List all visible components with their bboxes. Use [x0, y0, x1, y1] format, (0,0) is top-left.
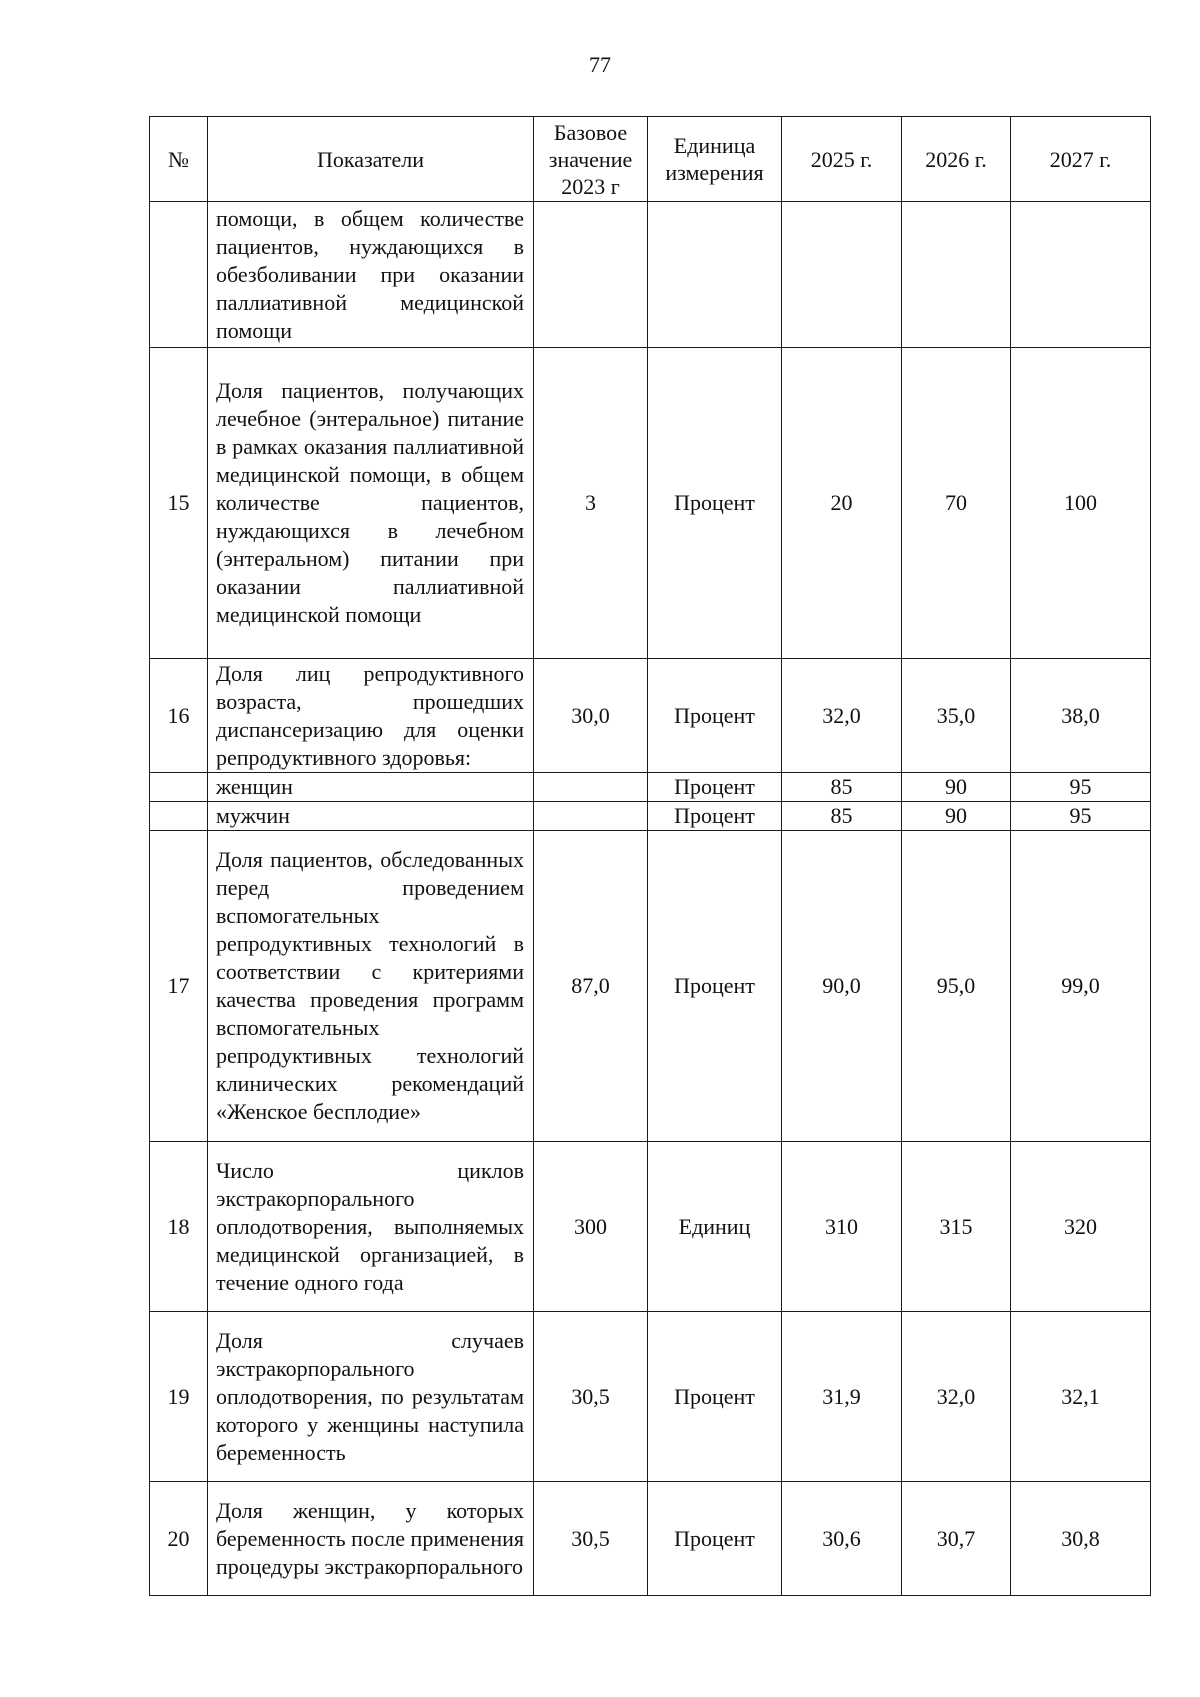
row-base-value: 30,5 — [534, 1312, 648, 1482]
row-num — [150, 202, 208, 348]
table-row — [150, 1312, 1151, 1482]
row-value-2025: 85 — [782, 773, 902, 802]
row-value-2027: 30,8 — [1011, 1482, 1151, 1596]
row-num — [150, 773, 208, 802]
row-indicator: Доля пациентов, получающих лечебное (энтеральное) питание в рамках оказания паллиативной медицинской помощи, в общем количестве пациентов, нуждающихся в лечебном (энтеральном) питании при оказании паллиативной медицинской помощи — [208, 348, 534, 659]
table-row — [150, 831, 1151, 1142]
row-base-value — [534, 202, 648, 348]
row-indicator: Доля пациентов, обследованных перед проведением вспомогательных репродуктивных технологий в соответствии с критериями качества проведения программ вспомогательных репродуктивных технологий клинических рекомендаций «Женское бесплодие» — [208, 831, 534, 1142]
row-value-2025: 310 — [782, 1142, 902, 1312]
header-year-2026: 2026 г. — [902, 117, 1011, 202]
header-year-2027: 2027 г. — [1011, 117, 1151, 202]
row-indicator: Доля лиц репродуктивного возраста, прошедших диспансеризацию для оценки репродуктивного здоровья: — [208, 659, 534, 773]
row-base-value — [534, 773, 648, 802]
row-value-2026: 90 — [902, 773, 1011, 802]
row-num: 17 — [150, 831, 208, 1142]
row-value-2025: 20 — [782, 348, 902, 659]
row-value-2027: 95 — [1011, 773, 1151, 802]
row-indicator: мужчин — [208, 802, 534, 831]
header-unit: Единица измерения — [648, 117, 782, 202]
header-num: № — [150, 117, 208, 202]
row-value-2027 — [1011, 202, 1151, 348]
table-row — [150, 773, 1151, 802]
row-value-2025: 30,6 — [782, 1482, 902, 1596]
header-indicator: Показатели — [208, 117, 534, 202]
row-base-value: 87,0 — [534, 831, 648, 1142]
row-num: 16 — [150, 659, 208, 773]
row-value-2026 — [902, 202, 1011, 348]
table-row — [150, 202, 1151, 348]
row-num: 20 — [150, 1482, 208, 1596]
row-base-value — [534, 802, 648, 831]
row-base-value: 300 — [534, 1142, 648, 1312]
row-value-2025: 90,0 — [782, 831, 902, 1142]
row-value-2026: 35,0 — [902, 659, 1011, 773]
header-row — [150, 117, 1151, 202]
row-value-2027: 99,0 — [1011, 831, 1151, 1142]
row-unit: Процент — [648, 348, 782, 659]
row-unit: Процент — [648, 802, 782, 831]
row-base-value: 30,5 — [534, 1482, 648, 1596]
row-unit: Процент — [648, 831, 782, 1142]
row-value-2026: 32,0 — [902, 1312, 1011, 1482]
row-value-2025: 32,0 — [782, 659, 902, 773]
header-year-2025: 2025 г. — [782, 117, 902, 202]
row-value-2026: 30,7 — [902, 1482, 1011, 1596]
table-row — [150, 348, 1151, 659]
row-num: 18 — [150, 1142, 208, 1312]
table-row — [150, 1482, 1151, 1596]
row-value-2025: 85 — [782, 802, 902, 831]
row-value-2026: 70 — [902, 348, 1011, 659]
row-unit: Процент — [648, 659, 782, 773]
row-value-2027: 100 — [1011, 348, 1151, 659]
row-unit: Процент — [648, 1482, 782, 1596]
row-value-2027: 32,1 — [1011, 1312, 1151, 1482]
row-indicator: Доля женщин, у которых беременность после применения процедуры экстракорпорального — [208, 1482, 534, 1596]
row-value-2025 — [782, 202, 902, 348]
row-base-value: 3 — [534, 348, 648, 659]
row-value-2026: 315 — [902, 1142, 1011, 1312]
row-value-2026: 90 — [902, 802, 1011, 831]
page-number: 77 — [589, 52, 611, 77]
table-body — [150, 202, 1151, 1596]
indicators-table — [149, 116, 1151, 1596]
row-value-2026: 95,0 — [902, 831, 1011, 1142]
row-indicator: помощи, в общем количестве пациентов, нуждающихся в обезболивании при оказании паллиативной медицинской помощи — [208, 202, 534, 348]
row-unit: Процент — [648, 1312, 782, 1482]
header-base-value: Базовое значение 2023 г — [534, 117, 648, 202]
row-indicator: Доля случаев экстракорпорального оплодотворения, по результатам которого у женщины наступила беременность — [208, 1312, 534, 1482]
row-num — [150, 802, 208, 831]
table-header — [150, 117, 1151, 202]
row-num: 19 — [150, 1312, 208, 1482]
table-row — [150, 659, 1151, 773]
table-row — [150, 802, 1151, 831]
row-base-value: 30,0 — [534, 659, 648, 773]
row-unit: Процент — [648, 773, 782, 802]
row-value-2025: 31,9 — [782, 1312, 902, 1482]
row-unit — [648, 202, 782, 348]
row-indicator: женщин — [208, 773, 534, 802]
table-row — [150, 1142, 1151, 1312]
row-unit: Единиц — [648, 1142, 782, 1312]
row-value-2027: 320 — [1011, 1142, 1151, 1312]
row-indicator: Число циклов экстракорпорального оплодотворения, выполняемых медицинской организацией, в течение одного года — [208, 1142, 534, 1312]
row-value-2027: 38,0 — [1011, 659, 1151, 773]
row-num: 15 — [150, 348, 208, 659]
row-value-2027: 95 — [1011, 802, 1151, 831]
